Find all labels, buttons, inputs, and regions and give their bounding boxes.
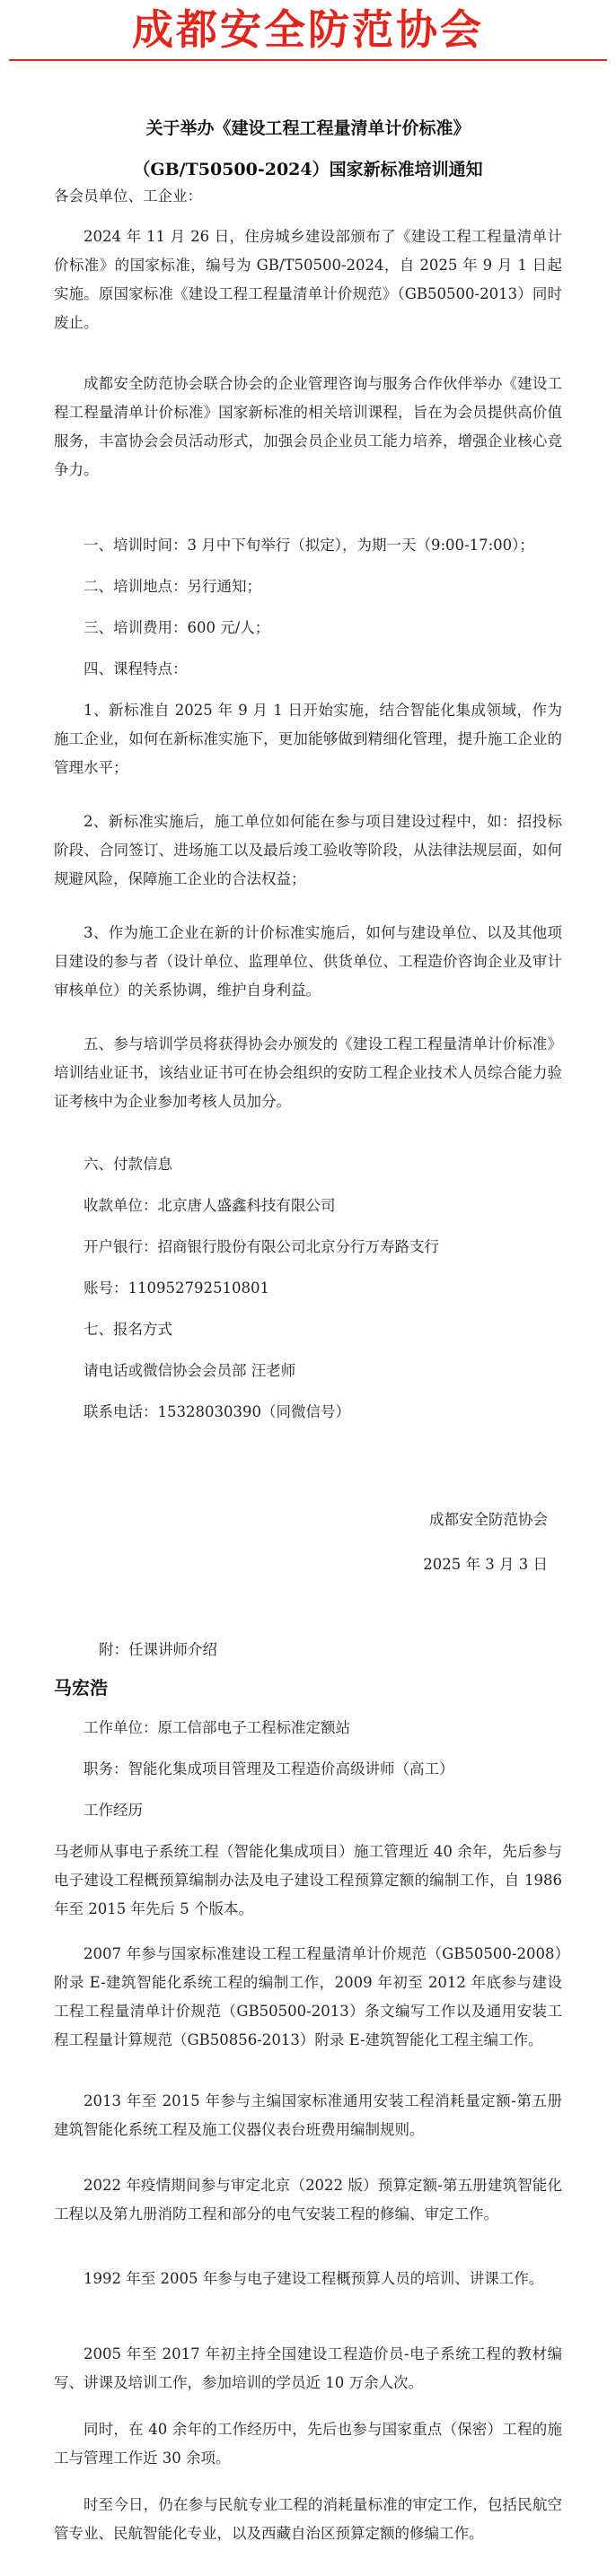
item-training-time: 一、培训时间：3 月中下旬举行（拟定），为期一天（9:00-17:00）； bbox=[84, 537, 534, 554]
item-features-heading: 四、课程特点： bbox=[84, 660, 188, 677]
experience-7: 同时，在 40 余年的工作经历中，先后也参与国家重点（保密）工程的施工与管理工作近 30 余项。 bbox=[54, 2421, 562, 2467]
experience-2: 2007 年参与国家标准建设工程工程量清单计价规范（GB50500-2008）附录 E-建筑智能化系统工程的编制工作，2009 年初至 2012 年底参与建设工程工程量清单计价规范（GB50500-2013）条文编写工作以及通用安装工程工程量计算规范（GB50856-2013）附录 E-建筑智能化工程主编工作。 bbox=[54, 1945, 562, 2048]
signature-date: 2025 年 3 月 3 日 bbox=[423, 1556, 548, 1573]
lecturer-title: 职务：智能化集成项目管理及工程造价高级讲师（高工） bbox=[84, 1760, 454, 1777]
feature-3: 3、作为施工企业在新的计价标准实施后，如何与建设单位、以及其他项目建设的参与者（设计单位、监理单位、供货单位、工程造价咨询企业及审计审核单位）的关系协调，维护自身利益。 bbox=[54, 924, 562, 999]
experience-5: 1992 年至 2005 年参与电子建设工程概预算人员的培训、讲课工作。 bbox=[84, 2270, 544, 2287]
feature-1: 1、新标准自 2025 年 9 月 1 日开始实施，结合智能化集成领域，作为施工企业，如何在新标准实施下，更加能够做到精细化管理，提升施工企业的管理水平； bbox=[54, 702, 562, 776]
registration-contact: 请电话或微信协会会员部 汪老师 bbox=[84, 1362, 296, 1379]
item-training-fee: 三、培训费用：600 元/人； bbox=[84, 619, 270, 636]
experience-4: 2022 年疫情期间参与审定北京（2022 版）预算定额-第五册建筑智能化工程以及第九册消防工程和部分的电气安装工程的修编、审定工作。 bbox=[54, 2177, 562, 2222]
lecturer-unit: 工作单位：原工信部电子工程标准定额站 bbox=[84, 1719, 350, 1736]
payment-bank: 开户银行：招商银行股份有限公司北京分行万寿路支行 bbox=[84, 1238, 439, 1255]
header-divider bbox=[9, 59, 607, 61]
feature-2: 2、新标准实施后，施工单位如何能在参与项目建设过程中，如：招投标阶段、合同签订、进场施工以及最后竣工验收等阶段，从法律法规层面，如何规避风险，保障施工企业的合法权益； bbox=[54, 813, 562, 887]
lecturer-name: 马宏浩 bbox=[54, 1677, 108, 1698]
payment-payee: 收款单位：北京唐人盛鑫科技有限公司 bbox=[84, 1197, 336, 1214]
payment-account: 账号：110952792510801 bbox=[84, 1279, 269, 1297]
experience-8: 时至今日，仍在参与民航专业工程的消耗量标准的审定工作，包括民航空管专业、民航智能化专业，以及西藏自治区预算定额的修编工作。 bbox=[54, 2496, 562, 2542]
item-payment-heading: 六、付款信息 bbox=[84, 1156, 172, 1173]
item-certificate: 五、参与培训学员将获得协会办颁发的《建设工程工程量清单计价标准》培训结业证书，该结业证书可在协会组织的安防工程企业技术人员综合能力验证考核中为企业参加考核人员加分。 bbox=[54, 1035, 562, 1110]
experience-1: 马老师从事电子系统工程（智能化集成项目）施工管理近 40 余年，先后参与电子建设工程概预算编制办法及电子建设工程预算定额的编制工作，自 1986 年至 2015 年先后 5 个版本。 bbox=[54, 1843, 562, 1917]
paragraph-2: 成都安全防范协会联合协会的企业管理咨询与服务合作伙伴举办《建设工程工程量清单计价标准》国家新标准的相关培训课程，旨在为会员提供高价值服务，丰富协会会员活动形式，加强会员企业员工能力培养，增强企业核心竞争力。 bbox=[54, 375, 562, 478]
notice-title-line1: 关于举办《建设工程工程量清单计价标准》 bbox=[145, 118, 471, 138]
notice-title-line2: （GB/T50500-2024）国家新标准培训通知 bbox=[133, 160, 483, 179]
experience-6: 2005 年至 2017 年初主持全国建设工程造价员-电子系统工程的教材编写、讲课及培训工作，参加培训的学员近 10 万余人次。 bbox=[54, 2345, 562, 2391]
item-registration-heading: 七、报名方式 bbox=[84, 1321, 172, 1338]
salutation: 各会员单位、工企业： bbox=[54, 188, 202, 205]
attachment-note: 附：任课讲师介绍 bbox=[99, 1641, 217, 1658]
registration-phone: 联系电话：15328030390（同微信号） bbox=[84, 1403, 350, 1420]
experience-3: 2013 年至 2015 年参与主编国家标准通用安装工程消耗量定额-第五册建筑智能化系统工程及施工仪器仪表台班费用编制规则。 bbox=[54, 2092, 562, 2138]
item-training-place: 二、培训地点：另行通知； bbox=[84, 578, 261, 595]
signature-org: 成都安全防范协会 bbox=[429, 1511, 548, 1528]
lecturer-experience-heading: 工作经历 bbox=[84, 1802, 143, 1819]
org-header-title: 成都安全防范协会 bbox=[132, 5, 484, 54]
paragraph-1: 2024 年 11 月 26 日，住房城乡建设部颁布了《建设工程工程量清单计价标准》的国家标准，编号为 GB/T50500-2024，自 2025 年 9 月 1 日起实施。原国家标准《建设工程工程量清单计价规范》（GB50500-2013）同时废止。 bbox=[54, 228, 562, 331]
